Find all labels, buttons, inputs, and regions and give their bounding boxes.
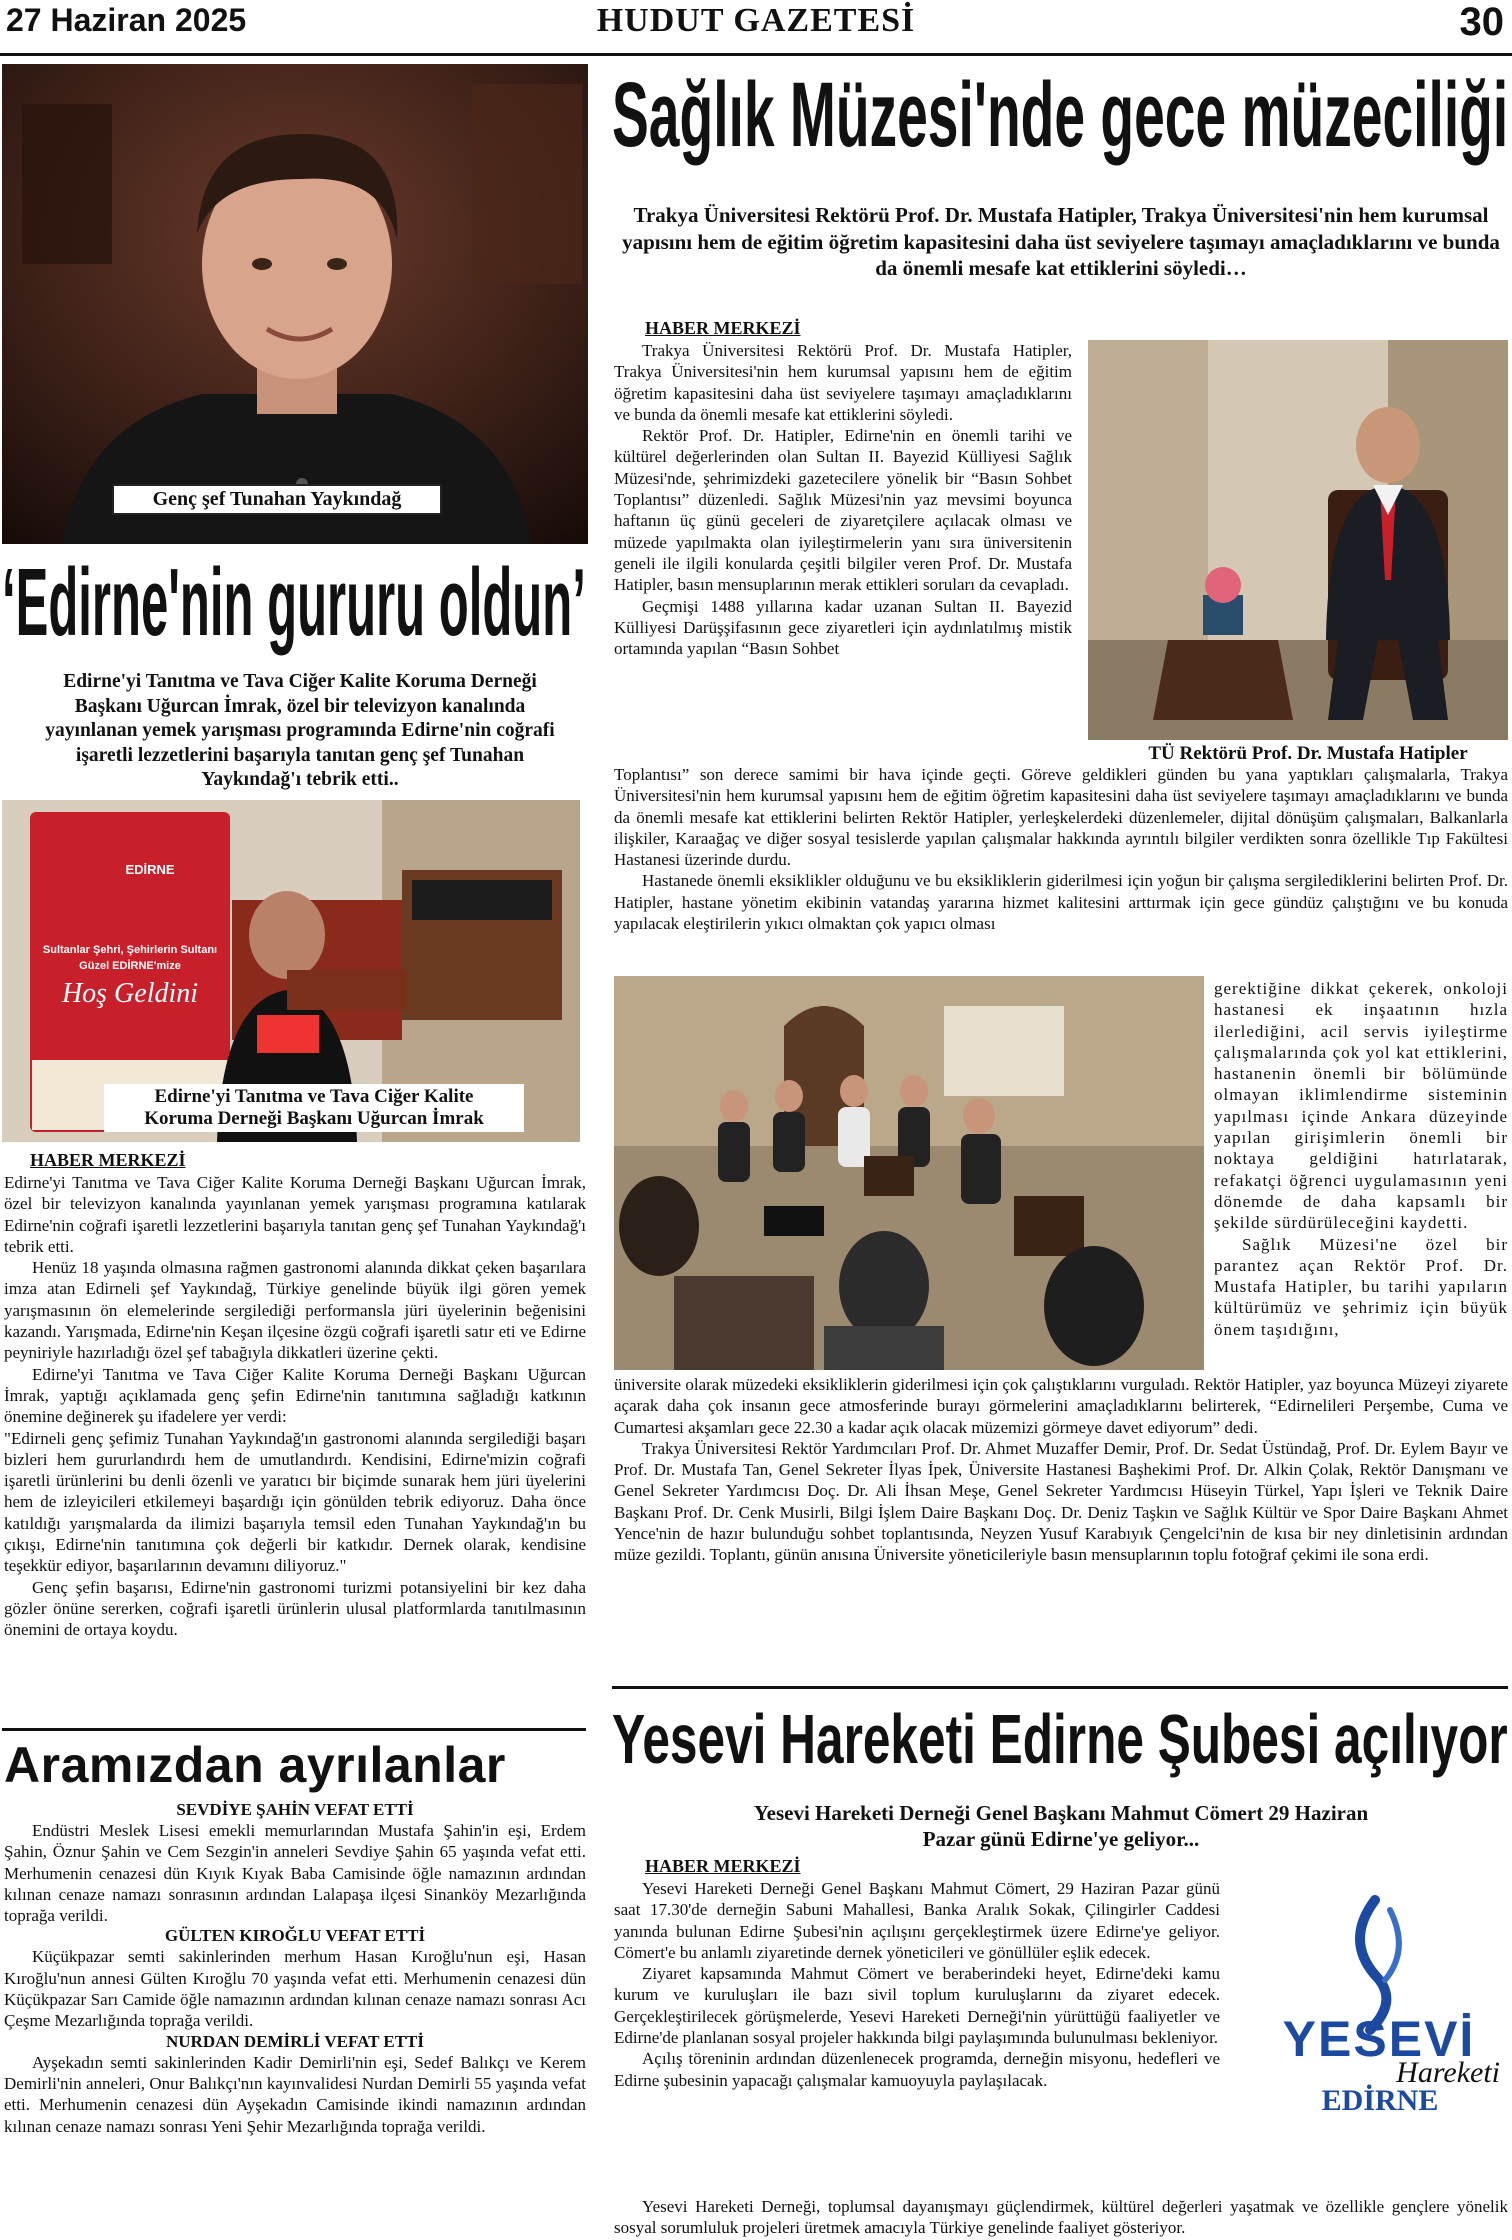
museum-paragraph: Trakya Üniversitesi Rektör Yardımcıları Prof. Dr. Ahmet Muzaffer Demir, Prof. Dr. Sedat Üstündağ, Prof. Dr. Eylem Bayır ve Prof. Dr. Mustafa Tan, Genel Sekreter İlyas İpek, Üniversite Hastanesi Başhekimi Prof. Dr. Alkin Çolak, Rektör Danışmanı ve Genel Sekreter Yardımcısı Doç. Dr. Ali İhsan Meşe, Genel Sekreter Yardımcısı Hüseyin Türkel, Yapı İşleri ve Teknik Daire Başkanı Prof. Dr. Cenk Musirli, Bilgi İşlem Daire Başkanı Doç. Dr. Deniz Taşkın ve Sağlık Kültür ve Spor Daire Başkanı Ahmet Yence'nin de hazır bulunduğu sohbet toplantısında, Neyzen Yusuf Karabıyık Çengelci'nin de kısa bir ney dinletisinin ardından müze gezildi. Toplantı, günün anısına Üniversite yöneticileriyle basın mensuplarının toplu fotoğraf çekimi ile sona erdi. <box>614 1438 1508 1565</box>
banner-line-1: Sultanlar Şehri, Şehirlerin Sultanı <box>42 944 218 956</box>
yesevi-headline: Yesevi Hareketi Edirne Şubesi açılıyor <box>612 1700 1508 1778</box>
chef-photo-image <box>2 64 588 544</box>
rector-photo-image <box>1088 340 1508 740</box>
museum-wide-block <box>614 764 1508 934</box>
yesevi-last <box>614 2196 1508 2239</box>
left-paragraph: "Edirneli genç şefimiz Tunahan Yaykındağ'ın gastronomi alanında sergilediği başarı bizleri hem gururlandırdı hem de umutlandırdı. Kendisini, Edirne'mizin coğrafi işaretli ürünlerini bu denli özenli ve yaratıcı bir biçimde sunarak hem jüri üyelerini hem de izleyicileri etkilemeyi başardığı için gönülden tebrik ediyoruz. Daha önce katıldığı yarışmalarda da ilimizi başarıyla temsil eden Tunahan Yaykındağ'ın bu çıkışı, Edirne'nin tanıtımına çok değerli bir katkıdır. Dernek olarak, kendisine teşekkür ediyor, başarılarının devamını diliyoruz." <box>4 1428 586 1576</box>
obituary-text: Küçükpazar semti sakinlerinden merhum Hasan Kıroğlu'nun eşi, Hasan Kıroğlu'nun annesi Gülten Kıroğlu 70 yaşında vefat etti. Merhumenin cenazesi dün Küçükpazar Sarı Camide öğle namazının ardından kılınan cenaze namazı sonrası Acı Çeşme Mezarlığında toprağa verildi. <box>4 1947 586 2031</box>
obituary-list <box>4 1800 586 2137</box>
banner-line-2: Güzel EDİRNE'mize <box>79 960 181 972</box>
obituary-title: GÜLTEN KIROĞLU VEFAT ETTİ <box>164 1926 426 1946</box>
museum-paragraph: Geçmişi 1488 yıllarına kadar uzanan Sultan II. Bayezid Külliyesi Darüşşifasının gece ziyaretleri için aydınlatılmış mistik ortamında yapılan “Basın Sohbet <box>614 596 1072 659</box>
obituary-section-title: Aramızdan ayrılanlar <box>4 1737 506 1793</box>
issue-date: 27 Haziran 2025 <box>6 2 247 38</box>
rector-photo-caption: TÜ Rektörü Prof. Dr. Mustafa Hatipler <box>1148 743 1468 764</box>
museum-paragraph: Trakya Üniversitesi Rektörü Prof. Dr. Mustafa Hatipler, Trakya Üniversitesi'nin hem kurumsal yapısını hem de eğitim öğretim kapasitesini daha üst seviyelere taşımayı amaçladıklarını ve bunda da önemli mesafe kat ettiklerini söyledi. <box>614 341 1072 424</box>
group-photo <box>614 976 1204 1370</box>
left-paragraph: Edirne'yi Tanıtma ve Tava Ciğer Kalite Koruma Derneği Başkanı Uğurcan İmrak, yaptığı açıklamada genç şefin Edirne'nin tanıtımına sağladığı katkının önemine değinerek şu ifadelere yer verdi: <box>4 1364 586 1427</box>
museum-paragraph: Toplantısı” son derece samimi bir hava içinde geçti. Göreve geldikleri günden bu yana yaptıkları çalışmalarla, Trakya Üniversitesi'nin hem kurumsal yapısını hem de eğitim öğretim kapasitesini daha üst seviyelere taşımayı amaçladıklarını ve bunda da önemli mesafe kat ettiklerini belirten Rektör Hatipler, yerleşkelerdeki düzenlemeler, dijital dönüşüm çalışmaları, Balkanlarla ilişkiler, Karaağaç ve diğer sosyal tesislerde yapılan çalışmalar hakkında ayrıntılı bilgiler verdikten sonra özellikle Tıp Fakültesi Hastanesi üzerinde durdu. <box>614 765 1508 870</box>
banner-line-3: Hoş Geldini <box>61 978 199 1009</box>
left-dek: Edirne'yi Tanıtma ve Tava Ciğer Kalite Koruma Derneği Başkanı Uğurcan İmrak, özel bir televizyon kanalında yayınlanan yemek yarışması programında Edirne'nin coğrafi işaretli lezzetlerini başarıyla tanıtan genç şef Tunahan Yaykındağ'ı tebrik etti.. <box>45 671 555 790</box>
yesevi-dek-line-2: Pazar günü Edirne'ye geliyor... <box>922 1827 1200 1851</box>
right-section-rule <box>612 1686 1508 1689</box>
left-headline: ‘Edirne'nin gururu oldun’ <box>2 549 586 656</box>
museum-byline: HABER MERKEZİ <box>645 318 801 338</box>
yesevi-paragraph: Ziyaret kapsamında Mahmut Cömert ve beraberindeki heyet, Edirne'deki kamu kurum ve kuruluşları ile bazı sivil toplum kuruluşlarını da ziyaret edecek. Gerçekleştirilecek görüşmelerde, Yesevi Hareketi Derneği'nin yürüttüğü faaliyetler ve Edirne'de planlanan sosyal projeler hakkında bilgi paylaşımında bulunulması bekleniyor. <box>614 1964 1220 2048</box>
obituary-text: Ayşekadın semti sakinlerinden Kadir Demirli'nin eşi, Sedef Balıkçı ve Kerem Demirli'nin anneleri, Onur Balıkçı'nın kayınvalidesi Nurdan Demirli 55 yaşında vefat etti. Merhumenin cenazesi dün Ayşekadın Camisinde ikindi namazının ardından kılınan cenaze namazı sonrası Yeni Şehir Mezarlığında toprağa verildi. <box>4 2052 586 2136</box>
left-headline-box <box>2 548 588 666</box>
yesevi-logo-city: EDİRNE <box>1321 2084 1439 2117</box>
page-number: 30 <box>1459 0 1504 44</box>
imrak-caption-line-1: Edirne'yi Tanıtma ve Tava Ciğer Kalite <box>154 1086 474 1107</box>
chef-photo-caption: Genç şef Tunahan Yaykındağ <box>112 484 442 515</box>
museum-headline: Sağlık Müzesi'nde gece müzeciliği <box>612 64 1509 166</box>
museum-paragraph: Rektör Prof. Dr. Hatipler, Edirne'nin en önemli tarihi ve kültürel değerlerinden olan Sultan II. Bayezid Külliyesi Sağlık Müzesi'nde, şehrimizdeki gazetecilere yönelik bir “Basın Sohbet Toplantısı” düzenledi. Sağlık Müzesi'nin yaz mevsimi boyunca haftanın üç günü geceleri de ziyaretçilere açılacak olması ve müzede yapılmakta olan iyileştirmelerin yanı sıra üniversitenin geneli ile ilgili konularda çeşitli bilgiler veren Prof. Dr. Mustafa Hatipler, basın mensuplarının merak ettikleri soruları da cevapladı. <box>614 426 1072 595</box>
museum-dek: Trakya Üniversitesi Rektörü Prof. Dr. Mustafa Hatipler, Trakya Üniversitesi'nin hem kurumsal yapısını hem de eğitim öğretim kapasitesini daha üst seviyelere taşımayı amaçladıklarını ve bunda da önemli mesafe kat ettiklerini söyledi… <box>622 203 1500 280</box>
yesevi-dek <box>614 1800 1508 1852</box>
left-section-rule <box>2 1728 586 1731</box>
obituary-title: SEVDİYE ŞAHİN VEFAT ETTİ <box>176 1800 414 1819</box>
imrak-caption-line-2: Koruma Derneği Başkanı Uğurcan İmrak <box>144 1108 484 1129</box>
yesevi-headline-box <box>612 1696 1510 1786</box>
yesevi-logo <box>1250 1880 1508 2130</box>
obituary-title: NURDAN DEMİRLİ VEFAT ETTİ <box>165 2031 425 2051</box>
yesevi-paragraph: Açılış töreninin ardından düzenlenecek programda, derneğin misyonu, hedefleri ve Edirne şubesinin yapacağı çalışmalar kamuoyuyla paylaşılacak. <box>614 2049 1220 2090</box>
left-paragraph: Henüz 18 yaşında olmasına rağmen gastronomi alanında dikkat çeken başarılara imza atan Edirneli şef Yaykındağ, Türkiye genelinde büyük ilgi gören yemek yarışmasının ön elemelerinde sergilediği performansla jüri üyelerinin beğenisini kazandı. Yarışmada, Edirne'nin Keşan ilçesine özgü coğrafi işaretli satır eti ve Edirne peyniriyle hazırladığı özel şef tabağıyla dikkatleri üzerine çekti. <box>4 1258 586 1363</box>
rector-photo <box>1088 340 1508 740</box>
chef-photo <box>2 64 588 544</box>
left-body <box>4 1172 586 1641</box>
yesevi-paragraph: Yesevi Hareketi Derneği Genel Başkanı Mahmut Cömert, 29 Haziran Pazar günü saat 17.30'de derneğin Sabuni Mahallesi, Banka Aralık Sokak, Çilingirler Caddesi yanında bulunan Edirne Şubesi'nin açılışını gerçekleştirmek üzere Edirne'ye geliyor. Cömert'e bu anlamlı ziyaretinde dernek yöneticileri ve gönüllüler eşlik edecek. <box>614 1879 1220 1962</box>
yesevi-paragraph: Yesevi Hareketi Derneği, toplumsal dayanışmayı güçlendirmek, kültürel değerleri yaşatmak ve özellikle gençlere yönelik sosyal sorumluluk projeleri üretmek amacıyla Türkiye genelinde faaliyet gösteriyor. <box>614 2197 1508 2238</box>
museum-paragraph: gerektiğine dikkat çekerek, onkoloji hastanesi ek inşaatının hızla ilerlediğini, acil servis iyileştirme çalışmalarında çok yol kat ettiklerini, hastanenin önemli bir bölümünde olmayan iklimlendirme sisteminin yapılması içinde Ankara düzeyinde yapılan girişimlerin önemli bir noktaya geldiğini hatırlatarak, refakatçi öğrenci uygulamasının yeni dönemde de daha kapsamlı bir şekilde sürdürüleceğini kaydetti. <box>1214 979 1508 1233</box>
group-photo-image <box>614 976 1204 1370</box>
museum-col1 <box>614 340 1072 659</box>
museum-headline-box <box>612 62 1510 172</box>
left-byline: HABER MERKEZİ <box>30 1150 186 1170</box>
museum-paragraph: Sağlık Müzesi'ne özel bir parantez açan Rektör Prof. Dr. Mustafa Hatipler, bu tarihi yapıların kültürümüz ve şehrimiz için büyük önem taşıdığını, <box>1214 1234 1508 1339</box>
obituary-text: Endüstri Meslek Lisesi emekli memurlarından Mustafa Şahin'in eşi, Erdem Şahin, Öznur Şahin ve Cem Sezgin'in anneleri Sevdiye Şahin 65 yaşında vefat etti. Merhumenin cenazesi dün Kıyık Kıyak Baba Camisinde öğle namazının ardından kılınan cenaze namazı sonrasının ardından Lalapaşa ilçesi Sinanköy Mezarlığında toprağa verildi. <box>4 1821 586 1926</box>
left-paragraph: Edirne'yi Tanıtma ve Tava Ciğer Kalite Koruma Derneği Başkanı Uğurcan İmrak, özel bir televizyon kanalında yayınlanan yemek yarışması programına katılarak Edirne'nin coğrafi işaretli lezzetlerini başarıyla tanıtan genç şef Tunahan Yaykındağ'ı tebrik etti. <box>4 1173 586 1256</box>
yesevi-logo-word: YESEVİ <box>1282 2011 1476 2067</box>
yesevi-byline: HABER MERKEZİ <box>645 1856 801 1876</box>
newspaper-name: HUDUT GAZETESİ <box>596 2 916 39</box>
museum-paragraph: üniversite olarak müzedeki eksikliklerin giderilmesi için çok çalıştıklarını vurguladı. Rektör Hatipler, yaz boyunca Müzeyi ziyarete açarak daha çok insanın gece atmosferinde burayı görmelerini amaçladıklarını belirterek, “Edirnelileri Perşembe, Cuma ve Cumartesi akşamları gece 22.30 a kadar açık olacak müzemizi görmeye davet ediyorum” dedi. <box>614 1375 1508 1437</box>
yesevi-logo-script: Hareketi <box>1396 2056 1500 2089</box>
imrak-caption <box>104 1084 524 1132</box>
museum-bottom-block <box>614 1374 1508 1566</box>
museum-paragraph: Hastanede önemli eksiklikler olduğunu ve bu eksikliklerin giderilmesi için yoğun bir çalışma sergilediklerini belirten Prof. Dr. Hatipler, hastane yönetim ekibinin vatandaş yararına hizmet kalitesini arttırmak için gece gündüz çalıştığını ve bu konuda yapılacak eleştirilerin yıkıcı olmaktan çok yapıcı olması <box>614 871 1508 934</box>
banner-logo-text: EDİRNE <box>125 862 175 877</box>
yesevi-body <box>614 1878 1220 2091</box>
museum-side-col <box>1214 978 1508 1340</box>
left-paragraph: Genç şefin başarısı, Edirne'nin gastronomi turizmi potansiyelini bir kez daha gözler önüne sererken, coğrafi işaretli ürünlerin ulusal platformlarda tanıtılmasının önemini de ortaya koydu. <box>4 1577 586 1640</box>
yesevi-dek-line-1: Yesevi Hareketi Derneği Genel Başkanı Mahmut Cömert 29 Haziran <box>753 1801 1369 1825</box>
